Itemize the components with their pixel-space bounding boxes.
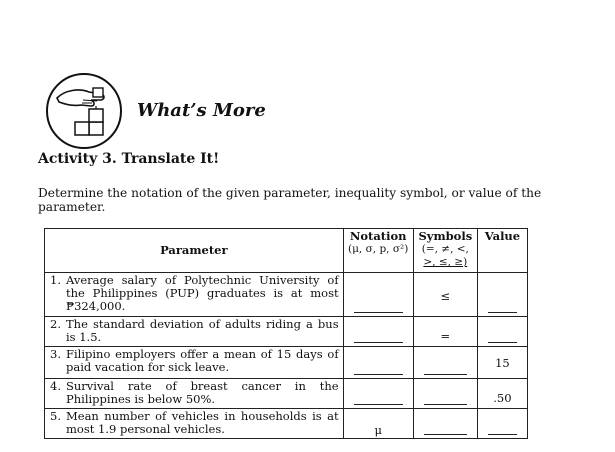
table-row [45,409,528,439]
row-parameter-text: Mean number of vehicles in households is at most 1.9 personal vehicles. [66,409,339,436]
symbol-answer: = [440,329,451,343]
value-cell[interactable] [477,273,527,317]
activity-title: Activity 3. Translate It! [38,151,220,167]
hand-stacking-blocks-icon [45,72,123,150]
row-number: 3. [50,347,61,361]
value-header: Value [477,229,527,273]
table-row [45,379,528,409]
symbol-cell[interactable] [413,273,477,317]
symbol-cell[interactable] [413,347,477,379]
row-number: 5. [50,409,61,423]
parameter-table [44,228,528,439]
value-cell[interactable] [477,317,527,347]
notation-cell[interactable] [343,379,413,409]
notation-cell[interactable] [343,409,413,439]
instructions-text: Determine the notation of the given parameter, inequality symbol, or value of the parameter. [38,186,542,214]
section-title: What’s More [137,100,266,121]
table-row [45,317,528,347]
parameter-header: Parameter [45,229,344,273]
symbol-cell[interactable] [413,317,477,347]
notation-answer: μ [374,423,382,437]
notation-cell[interactable] [343,273,413,317]
symbols-header: Symbols (=, ≠, <, >, ≤, ≥) [413,229,477,273]
symbol-cell[interactable] [413,379,477,409]
symbols-header-sub: (=, ≠, <, [421,243,469,255]
row-parameter-text: The standard deviation of adults riding a bus is 1.5. [66,317,339,344]
row-number: 1. [50,273,61,287]
value-cell[interactable] [477,409,527,439]
value-answer: 15 [495,356,510,370]
row-parameter-text: Survival rate of breast cancer in the Philippines is below 50%. [66,379,339,406]
value-answer: .50 [493,391,512,405]
table-row [45,273,528,317]
table-row [45,347,528,379]
symbol-cell[interactable] [413,409,477,439]
row-number: 4. [50,379,61,393]
notation-header-sub: (μ, σ, p, σ²) [348,243,409,255]
value-cell[interactable] [477,347,527,379]
symbol-answer: ≤ [440,289,451,303]
symbols-header-sub-2: >, ≤, ≥) [423,256,468,268]
row-number: 2. [50,317,61,331]
row-parameter-text: Average salary of Polytechnic University of the Philippines (PUP) graduates is at most ₱324,000. [66,273,339,313]
notation-header: Notation (μ, σ, p, σ²) [343,229,413,273]
notation-cell[interactable] [343,317,413,347]
row-parameter-text: Filipino employers offer a mean of 15 days of paid vacation for sick leave. [66,347,339,374]
value-cell[interactable] [477,379,527,409]
notation-cell[interactable] [343,347,413,379]
